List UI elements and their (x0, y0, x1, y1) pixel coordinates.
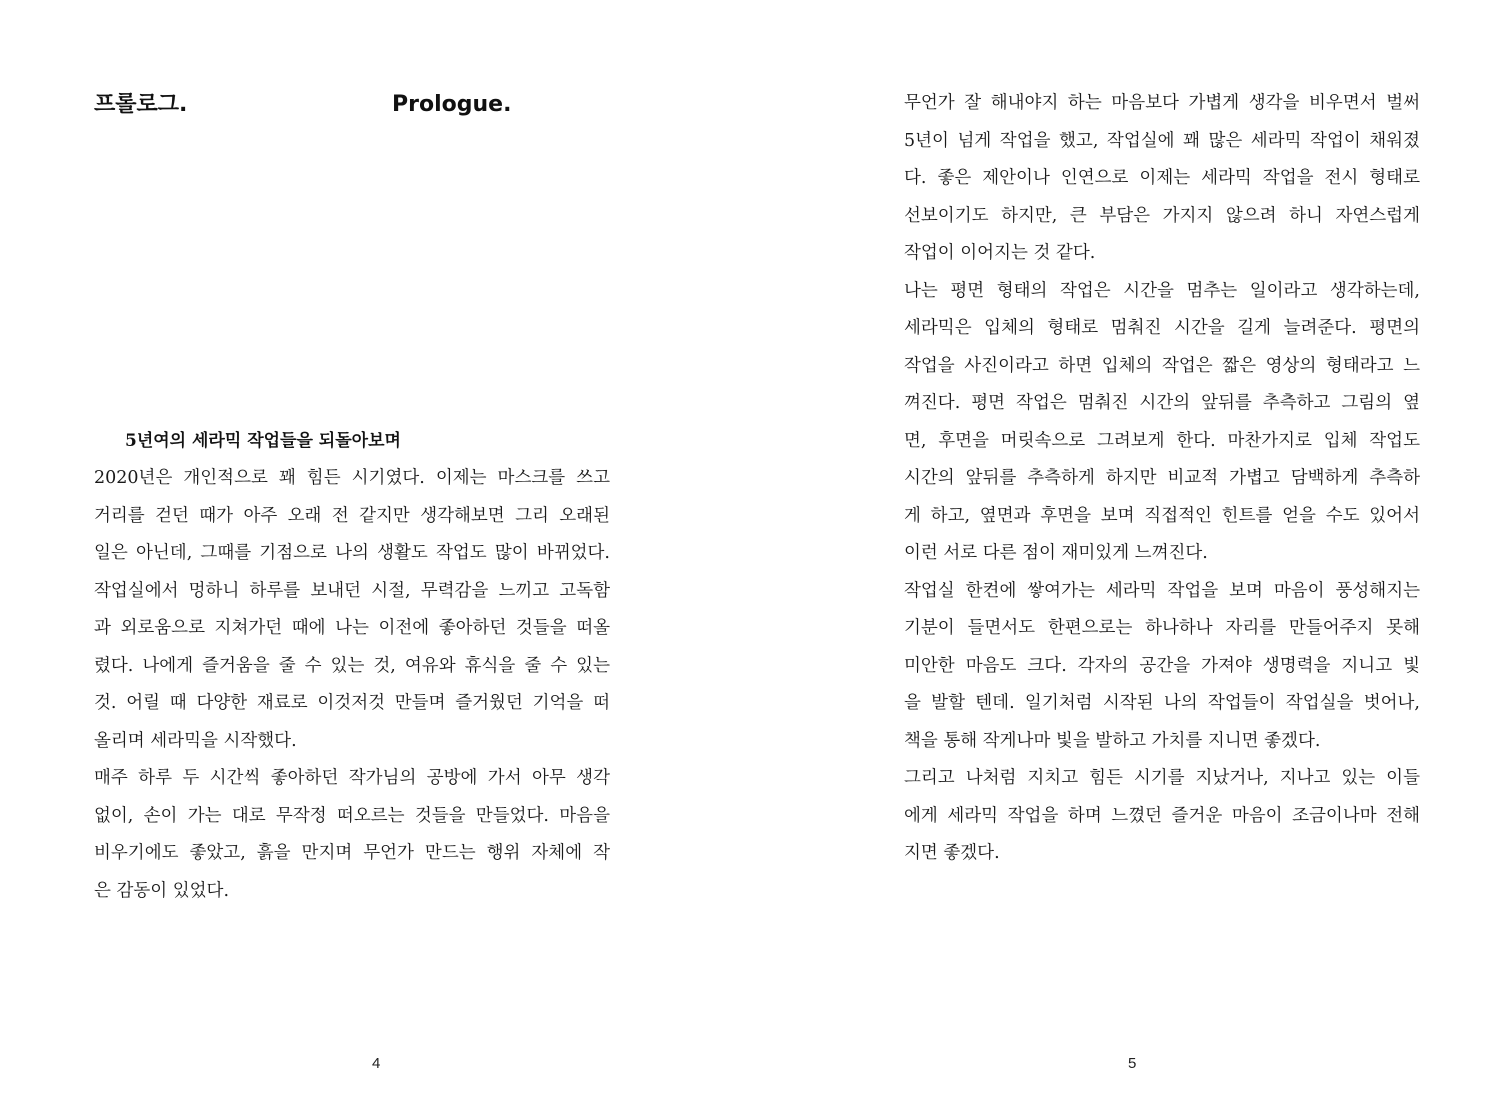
text-line: 무언가 잘 해내야지 하는 마음보다 가볍게 생각을 비우면서 벌써 (904, 93, 1420, 113)
page-number-left: 4 (372, 1055, 381, 1072)
text-line: 작업을 사진이라고 하면 입체의 작업은 짧은 영상의 형태라고 느 (904, 355, 1420, 376)
text-line: 것. 어릴 때 다양한 재료로 이것저것 만들며 즐거웠던 기억을 떠 (94, 693, 610, 713)
text-line: 올리며 세라믹을 시작했다. (94, 730, 297, 751)
text-line: 나는 평면 형태의 작업은 시간을 멈추는 일이라고 생각하는데, (904, 280, 1420, 301)
text-line: 매주 하루 두 시간씩 좋아하던 작가님의 공방에 가서 아무 생각 (94, 768, 610, 788)
text-line: 없이, 손이 가는 대로 무작정 떠오르는 것들을 만들었다. 마음을 (94, 805, 610, 826)
page-number-right: 5 (1128, 1055, 1137, 1072)
text-line: 일은 아닌데, 그때를 기점으로 나의 생활도 작업도 많이 바뀌었다. (94, 543, 610, 563)
text-line: 작업실 한켠에 쌓여가는 세라믹 작업을 보며 마음이 풍성해지는 (904, 580, 1420, 601)
text-line: 렸다. 나에게 즐거움을 줄 수 있는 것, 여유와 휴식을 줄 수 있는 (94, 655, 610, 676)
text-line: 그리고 나처럼 지치고 힘든 시기를 지났거나, 지나고 있는 이들 (904, 768, 1420, 788)
section-subheading: 5년여의 세라믹 작업들을 되돌아보며 (125, 431, 401, 451)
right-page (756, 0, 1512, 1110)
text-line: 미안한 마음도 크다. 각자의 공간을 가져야 생명력을 지니고 빛 (904, 655, 1420, 676)
text-line: 선보이기도 하지만, 큰 부담은 가지지 않으려 하니 자연스럽게 (904, 205, 1420, 226)
text-line: 을 발할 텐데. 일기처럼 시작된 나의 작업들이 작업실을 벗어나, (904, 693, 1420, 713)
text-line: 과 외로움으로 지쳐가던 때에 나는 이전에 좋아하던 것들을 떠올 (94, 618, 610, 638)
text-line: 작업이 이어지는 것 같다. (904, 243, 1096, 263)
text-line: 시간의 앞뒤를 추측하게 하지만 비교적 가볍고 담백하게 추측하 (904, 468, 1420, 488)
heading-korean: 프롤로그. (94, 92, 188, 117)
left-body-text (94, 464, 610, 914)
text-line: 5년이 넘게 작업을 했고, 작업실에 꽤 많은 세라믹 작업이 채워졌 (904, 130, 1420, 151)
heading-english: Prologue. (392, 92, 512, 117)
text-line: 면, 후면을 머릿속으로 그려보게 한다. 마찬가지로 입체 작업도 (904, 430, 1420, 451)
text-line: 다. 좋은 제안이나 인연으로 이제는 세라믹 작업을 전시 형태로 (904, 168, 1420, 188)
text-line: 기분이 들면서도 한편으로는 하나하나 자리를 만들어주지 못해 (904, 618, 1420, 638)
text-line: 거리를 걷던 때가 아주 오래 전 같지만 생각해보면 그리 오래된 (94, 505, 610, 526)
text-line: 껴진다. 평면 작업은 멈춰진 시간의 앞뒤를 추측하고 그림의 옆 (904, 393, 1420, 413)
text-line: 작업실에서 멍하니 하루를 보내던 시절, 무력감을 느끼고 고독함 (94, 580, 610, 601)
text-line: 세라믹은 입체의 형태로 멈춰진 시간을 길게 늘려준다. 평면의 (904, 318, 1420, 338)
text-line: 비우기에도 좋았고, 흙을 만지며 무언가 만드는 행위 자체에 작 (94, 843, 610, 863)
text-line: 2020년은 개인적으로 꽤 힘든 시기였다. 이제는 마스크를 쓰고 (94, 468, 610, 488)
text-line: 게 하고, 옆면과 후면을 보며 직접적인 힌트를 얻을 수도 있어서 (904, 505, 1420, 526)
text-line: 에게 세라믹 작업을 하며 느꼈던 즐거운 마음이 조금이나마 전해 (904, 805, 1420, 826)
text-line: 은 감동이 있었다. (94, 880, 230, 901)
right-body-text (904, 89, 1420, 877)
text-line: 책을 통해 작게나마 빛을 발하고 가치를 지니면 좋겠다. (904, 730, 1321, 751)
text-line: 지면 좋겠다. (904, 843, 1000, 863)
text-line: 이런 서로 다른 점이 재미있게 느껴진다. (904, 543, 1208, 563)
